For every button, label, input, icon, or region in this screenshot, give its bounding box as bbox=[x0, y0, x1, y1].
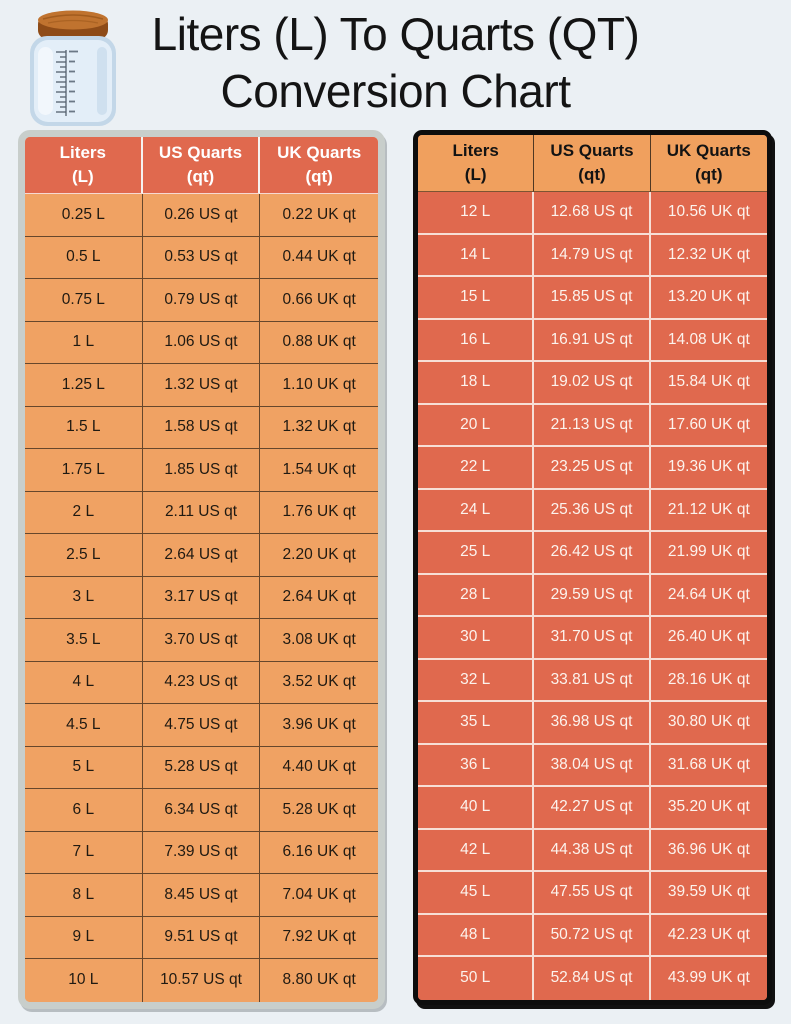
table-cell: 48 L bbox=[418, 915, 534, 958]
table-cell: 21.99 UK qt bbox=[651, 532, 767, 575]
table-cell: 36.96 UK qt bbox=[651, 830, 767, 873]
table-cell: 12 L bbox=[418, 192, 534, 235]
table-cell: 9.51 US qt bbox=[143, 917, 261, 960]
table-cell: 31.68 UK qt bbox=[651, 745, 767, 788]
table-cell: 3.5 L bbox=[25, 619, 143, 662]
table-cell: 42.23 UK qt bbox=[651, 915, 767, 958]
table-cell: 0.25 L bbox=[25, 194, 143, 237]
table-cell: 1.06 US qt bbox=[143, 322, 261, 365]
table-cell: 22 L bbox=[418, 447, 534, 490]
table-cell: 25.36 US qt bbox=[534, 490, 650, 533]
table-cell: 0.26 US qt bbox=[143, 194, 261, 237]
table-cell: 2.20 UK qt bbox=[260, 534, 378, 577]
table-cell: 13.20 UK qt bbox=[651, 277, 767, 320]
table-cell: 18 L bbox=[418, 362, 534, 405]
table-cell: 5 L bbox=[25, 747, 143, 790]
table-cell: 29.59 US qt bbox=[534, 575, 650, 618]
page-title-line2: Conversion Chart bbox=[220, 65, 571, 117]
table-cell: 7 L bbox=[25, 832, 143, 875]
table-cell: 50.72 US qt bbox=[534, 915, 650, 958]
table-cell: 3.08 UK qt bbox=[260, 619, 378, 662]
page-title-line1: Liters (L) To Quarts (QT) bbox=[151, 8, 640, 60]
table-cell: 0.44 UK qt bbox=[260, 237, 378, 280]
table-cell: 1.32 UK qt bbox=[260, 407, 378, 450]
table-cell: 2.64 UK qt bbox=[260, 577, 378, 620]
table-cell: 47.55 US qt bbox=[534, 872, 650, 915]
table-cell: 6.16 UK qt bbox=[260, 832, 378, 875]
table-cell: 3.52 UK qt bbox=[260, 662, 378, 705]
table-cell: 15.84 UK qt bbox=[651, 362, 767, 405]
table-cell: 2.5 L bbox=[25, 534, 143, 577]
table-cell: 4.75 US qt bbox=[143, 704, 261, 747]
table-cell: 30.80 UK qt bbox=[651, 702, 767, 745]
table-cell: 1.32 US qt bbox=[143, 364, 261, 407]
table-cell: 20 L bbox=[418, 405, 534, 448]
table-cell: 3.17 US qt bbox=[143, 577, 261, 620]
table-cell: 0.75 L bbox=[25, 279, 143, 322]
table-cell: 39.59 UK qt bbox=[651, 872, 767, 915]
table-cell: 24.64 UK qt bbox=[651, 575, 767, 618]
table-cell: 1 L bbox=[25, 322, 143, 365]
table-cell: 23.25 US qt bbox=[534, 447, 650, 490]
table-cell: 19.02 US qt bbox=[534, 362, 650, 405]
table-cell: 0.53 US qt bbox=[143, 237, 261, 280]
table-cell: 16 L bbox=[418, 320, 534, 363]
table-cell: 40 L bbox=[418, 787, 534, 830]
table-cell: 7.92 UK qt bbox=[260, 917, 378, 960]
table-cell: 4 L bbox=[25, 662, 143, 705]
table-cell: 2 L bbox=[25, 492, 143, 535]
table-cell: 45 L bbox=[418, 872, 534, 915]
table-cell: 1.5 L bbox=[25, 407, 143, 450]
column-header-liters: Liters (L) bbox=[418, 135, 534, 192]
table-cell: 6 L bbox=[25, 789, 143, 832]
table-cell: 50 L bbox=[418, 957, 534, 1000]
table-cell: 1.58 US qt bbox=[143, 407, 261, 450]
table-cell: 35.20 UK qt bbox=[651, 787, 767, 830]
table-cell: 6.34 US qt bbox=[143, 789, 261, 832]
table-cell: 7.04 UK qt bbox=[260, 874, 378, 917]
table-cell: 36 L bbox=[418, 745, 534, 788]
table-cell: 28 L bbox=[418, 575, 534, 618]
table-cell: 17.60 UK qt bbox=[651, 405, 767, 448]
table-cell: 26.42 US qt bbox=[534, 532, 650, 575]
table-cell: 1.54 UK qt bbox=[260, 449, 378, 492]
table-cell: 19.36 UK qt bbox=[651, 447, 767, 490]
table-cell: 8.80 UK qt bbox=[260, 959, 378, 1002]
table-cell: 2.11 US qt bbox=[143, 492, 261, 535]
conversion-table-small-values bbox=[18, 130, 385, 1009]
table-cell: 7.39 US qt bbox=[143, 832, 261, 875]
table-cell: 1.10 UK qt bbox=[260, 364, 378, 407]
column-header-uk-quarts: UK Quarts (qt) bbox=[651, 135, 767, 192]
table-cell: 12.68 US qt bbox=[534, 192, 650, 235]
table-cell: 44.38 US qt bbox=[534, 830, 650, 873]
table-cell: 8.45 US qt bbox=[143, 874, 261, 917]
table-cell: 5.28 UK qt bbox=[260, 789, 378, 832]
table-cell: 3.70 US qt bbox=[143, 619, 261, 662]
table-cell: 33.81 US qt bbox=[534, 660, 650, 703]
table-cell: 1.25 L bbox=[25, 364, 143, 407]
table-cell: 43.99 UK qt bbox=[651, 957, 767, 1000]
table-cell: 15 L bbox=[418, 277, 534, 320]
table-cell: 1.75 L bbox=[25, 449, 143, 492]
table-cell: 10 L bbox=[25, 959, 143, 1002]
conversion-tables bbox=[0, 130, 791, 1009]
table-cell: 8 L bbox=[25, 874, 143, 917]
table-cell: 10.57 US qt bbox=[143, 959, 261, 1002]
column-header-us-quarts: US Quarts (qt) bbox=[534, 135, 650, 192]
table-cell: 38.04 US qt bbox=[534, 745, 650, 788]
table-cell: 15.85 US qt bbox=[534, 277, 650, 320]
column-header-us-quarts: US Quarts (qt) bbox=[143, 137, 261, 194]
table-cell: 4.5 L bbox=[25, 704, 143, 747]
table-cell: 42.27 US qt bbox=[534, 787, 650, 830]
table-cell: 0.88 UK qt bbox=[260, 322, 378, 365]
measuring-jar-icon bbox=[23, 6, 123, 128]
table-cell: 24 L bbox=[418, 490, 534, 533]
table-cell: 2.64 US qt bbox=[143, 534, 261, 577]
table-cell: 4.23 US qt bbox=[143, 662, 261, 705]
table-cell: 35 L bbox=[418, 702, 534, 745]
table-cell: 0.5 L bbox=[25, 237, 143, 280]
table-cell: 12.32 UK qt bbox=[651, 235, 767, 278]
table-cell: 5.28 US qt bbox=[143, 747, 261, 790]
table-cell: 14 L bbox=[418, 235, 534, 278]
table-cell: 21.13 US qt bbox=[534, 405, 650, 448]
table-cell: 0.22 UK qt bbox=[260, 194, 378, 237]
table-cell: 25 L bbox=[418, 532, 534, 575]
table-cell: 36.98 US qt bbox=[534, 702, 650, 745]
table-cell: 31.70 US qt bbox=[534, 617, 650, 660]
table-cell: 3.96 UK qt bbox=[260, 704, 378, 747]
conversion-table-large-values bbox=[413, 130, 772, 1005]
table-cell: 10.56 UK qt bbox=[651, 192, 767, 235]
page-header bbox=[0, 0, 791, 130]
table-cell: 14.79 US qt bbox=[534, 235, 650, 278]
table-cell: 26.40 UK qt bbox=[651, 617, 767, 660]
table-cell: 4.40 UK qt bbox=[260, 747, 378, 790]
table-cell: 1.85 US qt bbox=[143, 449, 261, 492]
table-cell: 1.76 UK qt bbox=[260, 492, 378, 535]
table-cell: 14.08 UK qt bbox=[651, 320, 767, 363]
table-cell: 0.66 UK qt bbox=[260, 279, 378, 322]
table-cell: 42 L bbox=[418, 830, 534, 873]
table-cell: 30 L bbox=[418, 617, 534, 660]
table-cell: 0.79 US qt bbox=[143, 279, 261, 322]
table-cell: 52.84 US qt bbox=[534, 957, 650, 1000]
table-cell: 32 L bbox=[418, 660, 534, 703]
table-cell: 9 L bbox=[25, 917, 143, 960]
table-cell: 16.91 US qt bbox=[534, 320, 650, 363]
table-cell: 3 L bbox=[25, 577, 143, 620]
column-header-uk-quarts: UK Quarts (qt) bbox=[260, 137, 378, 194]
table-cell: 21.12 UK qt bbox=[651, 490, 767, 533]
column-header-liters: Liters (L) bbox=[25, 137, 143, 194]
table-cell: 28.16 UK qt bbox=[651, 660, 767, 703]
